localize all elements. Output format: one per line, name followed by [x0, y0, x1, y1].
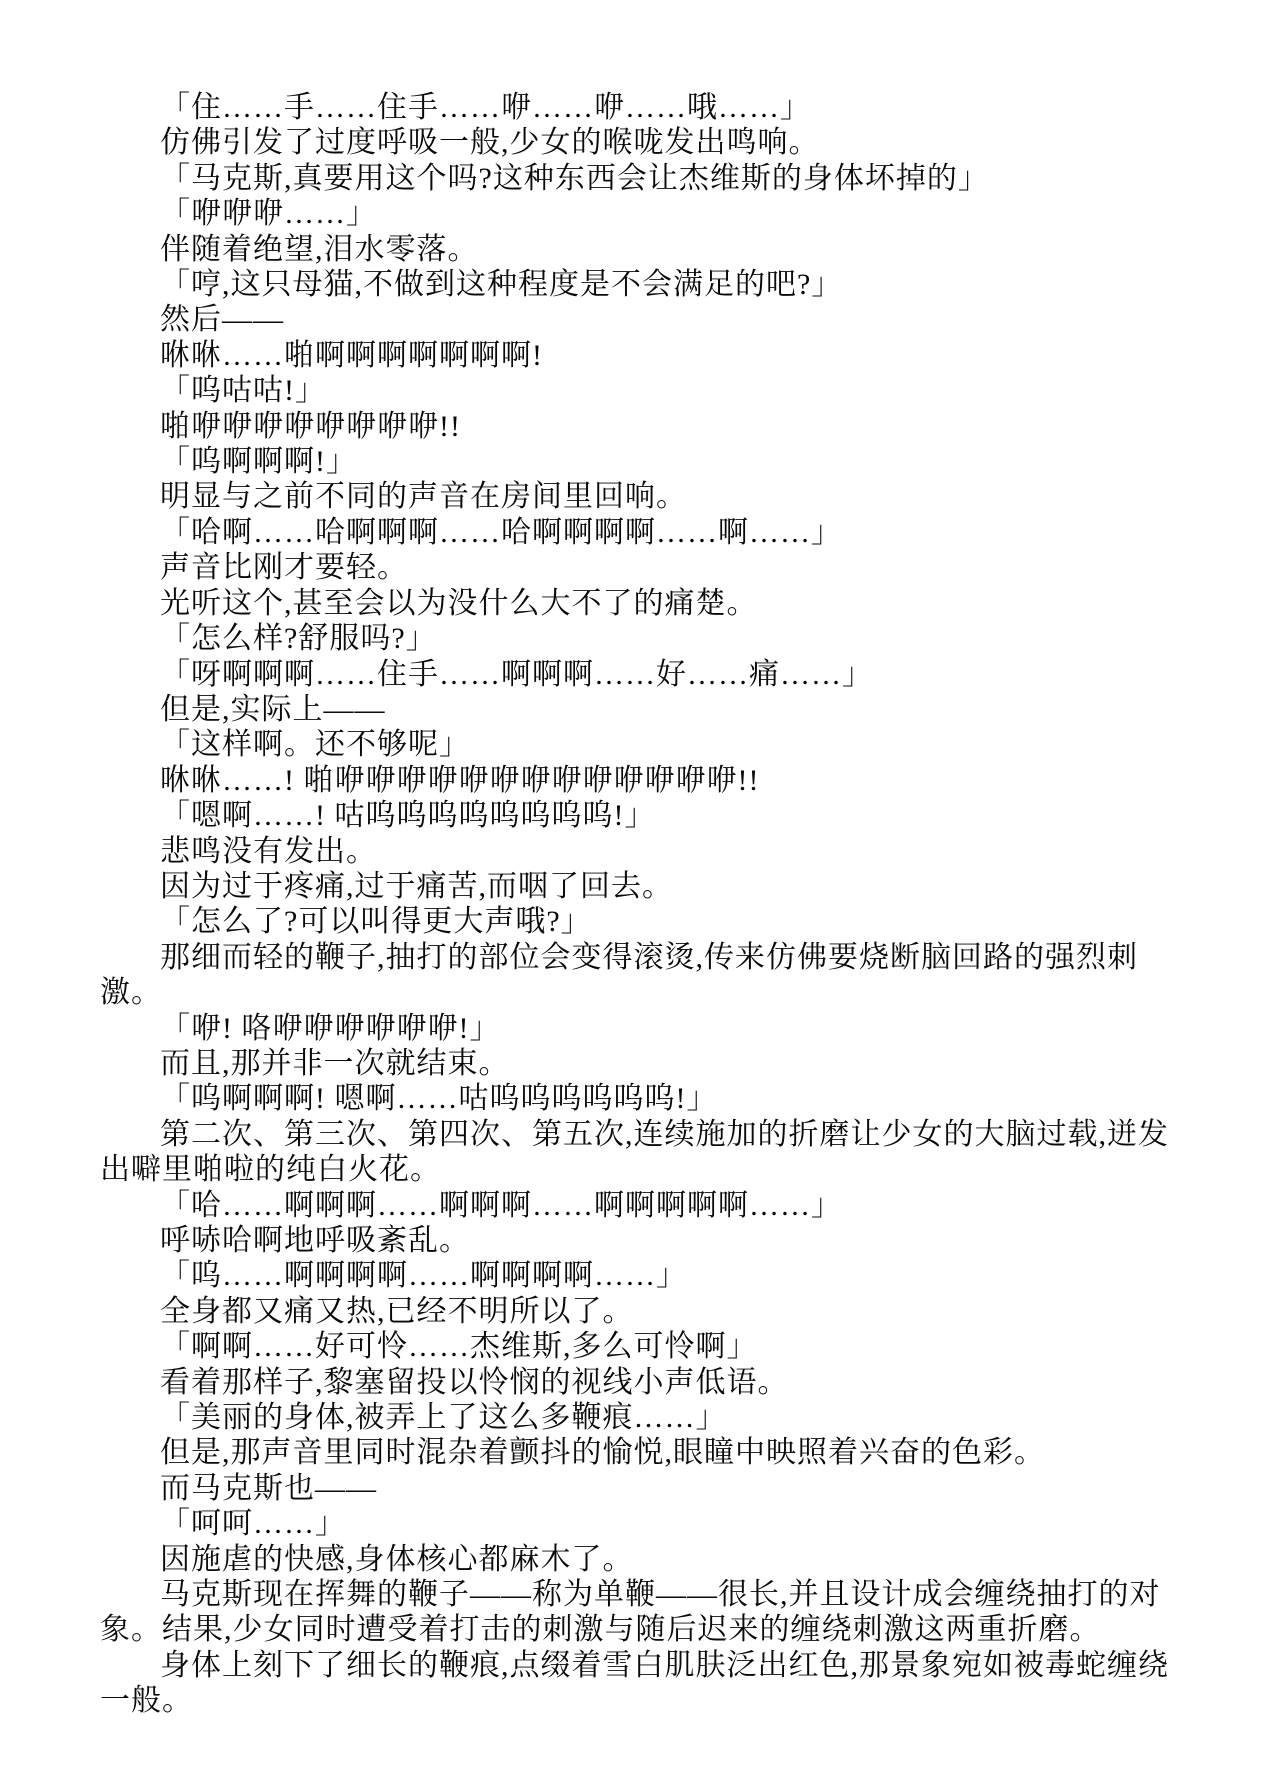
- paragraph-narration: 第二次、第三次、第四次、第五次,连续施加的折磨让少女的大脑过载,迸发出噼里啪啦的纯白火花。: [100, 1117, 1169, 1187]
- paragraph-dialogue: 「咿! 咯咿咿咿咿咿咿!」: [160, 1011, 501, 1045]
- paragraph-dialogue: 「住……手……住手……咿……咿……哦……」: [160, 91, 811, 124]
- paragraph-dialogue: 「这样啊。还不够呢」: [160, 728, 470, 762]
- paragraph-narration: 但是,实际上——: [160, 692, 386, 726]
- paragraph-dialogue: 「呵呵……」: [160, 1507, 346, 1541]
- paragraph-sfx: 咻咻……! 啪咿咿咿咿咿咿咿咿咿咿咿咿咿!!: [160, 763, 760, 797]
- paragraph-narration: 全身都又痛又热,已经不明所以了。: [160, 1294, 634, 1328]
- page-text: [100, 90, 1180, 1719]
- paragraph-dialogue: 「啊啊……好可怜……杰维斯,多么可怜啊」: [160, 1330, 758, 1364]
- paragraph-sfx: 咻咻……啪啊啊啊啊啊啊啊!: [160, 338, 543, 372]
- paragraph-narration: 仿佛引发了过度呼吸一般,少女的喉咙发出鸣响。: [160, 126, 820, 160]
- paragraph-narration: 明显与之前不同的声音在房间里回响。: [160, 480, 687, 514]
- paragraph-dialogue: 「呜咕咕!」: [160, 374, 326, 408]
- paragraph-narration: 那细而轻的鞭子,抽打的部位会变得滚烫,传来仿佛要烧断脑回路的强烈刺激。: [100, 940, 1138, 1010]
- paragraph-dialogue: 「哼,这只母猫,不做到这种程度是不会满足的吧?」: [160, 268, 843, 302]
- paragraph-narration: 马克斯现在挥舞的鞭子——称为单鞭——很长,并且设计成会缠绕抽打的对象。结果,少女同时遭受着打击的刺激与随后迟来的缠绕刺激这两重折磨。: [100, 1578, 1161, 1647]
- paragraph-dialogue: 「呀啊啊啊……住手……啊啊啊……好……痛……」: [160, 657, 873, 691]
- paragraph-dialogue: 「哈啊……哈啊啊啊……哈啊啊啊啊……啊……」: [160, 515, 842, 549]
- paragraph-narration: 而且,那并非一次就结束。: [160, 1046, 510, 1080]
- paragraph-narration: 光听这个,甚至会以为没什么大不了的痛楚。: [160, 586, 758, 620]
- paragraph-dialogue: 「咿咿咿……」: [160, 197, 377, 231]
- paragraph-narration: 因为过于疼痛,过于痛苦,而咽了回去。: [160, 869, 673, 903]
- paragraph-narration: 呼哧哈啊地呼吸紊乱。: [160, 1224, 470, 1257]
- paragraph-dialogue: 「呜啊啊啊!」: [160, 445, 357, 479]
- paragraph-dialogue: 「哈……啊啊啊……啊啊啊……啊啊啊啊啊……」: [160, 1188, 842, 1222]
- paragraph-dialogue: 「美丽的身体,被弄上了这么多鞭痕……」: [160, 1401, 727, 1435]
- paragraph-narration: 声音比刚才要轻。: [160, 551, 408, 585]
- paragraph-dialogue: 「呜啊啊啊! 嗯啊……咕呜呜呜呜呜呜!」: [160, 1082, 718, 1116]
- paragraph-narration: 因施虐的快感,身体核心都麻木了。: [160, 1542, 634, 1576]
- paragraph-dialogue: 「呜……啊啊啊啊……啊啊啊啊……」: [160, 1259, 687, 1293]
- paragraph-narration: 而马克斯也——: [160, 1471, 377, 1505]
- paragraph-narration: 伴随着绝望,泪水零落。: [160, 232, 479, 266]
- paragraph-dialogue: 「嗯啊……! 咕呜呜呜呜呜呜呜呜!」: [160, 799, 656, 833]
- paragraph-narration: 但是,那声音里同时混杂着颤抖的愉悦,眼瞳中映照着兴奋的色彩。: [160, 1436, 1045, 1470]
- paragraph-narration: 然后——: [160, 303, 284, 337]
- paragraph-narration: 看着那样子,黎塞留投以怜悯的视线小声低语。: [160, 1365, 789, 1399]
- paragraph-dialogue: 「怎么了?可以叫得更大声哦?」: [160, 905, 592, 939]
- paragraph-narration: 身体上刻下了细长的鞭痕,点缀着雪白肌肤泛出红色,那景象宛如被毒蛇缠绕一般。: [100, 1648, 1169, 1718]
- paragraph-sfx: 啪咿咿咿咿咿咿咿咿!!: [160, 409, 461, 443]
- paragraph-dialogue: 「马克斯,真要用这个吗?这种东西会让杰维斯的身体坏掉的」: [160, 161, 989, 195]
- paragraph-narration: 悲鸣没有发出。: [160, 834, 377, 868]
- paragraph-dialogue: 「怎么样?舒服吗?」: [160, 622, 437, 656]
